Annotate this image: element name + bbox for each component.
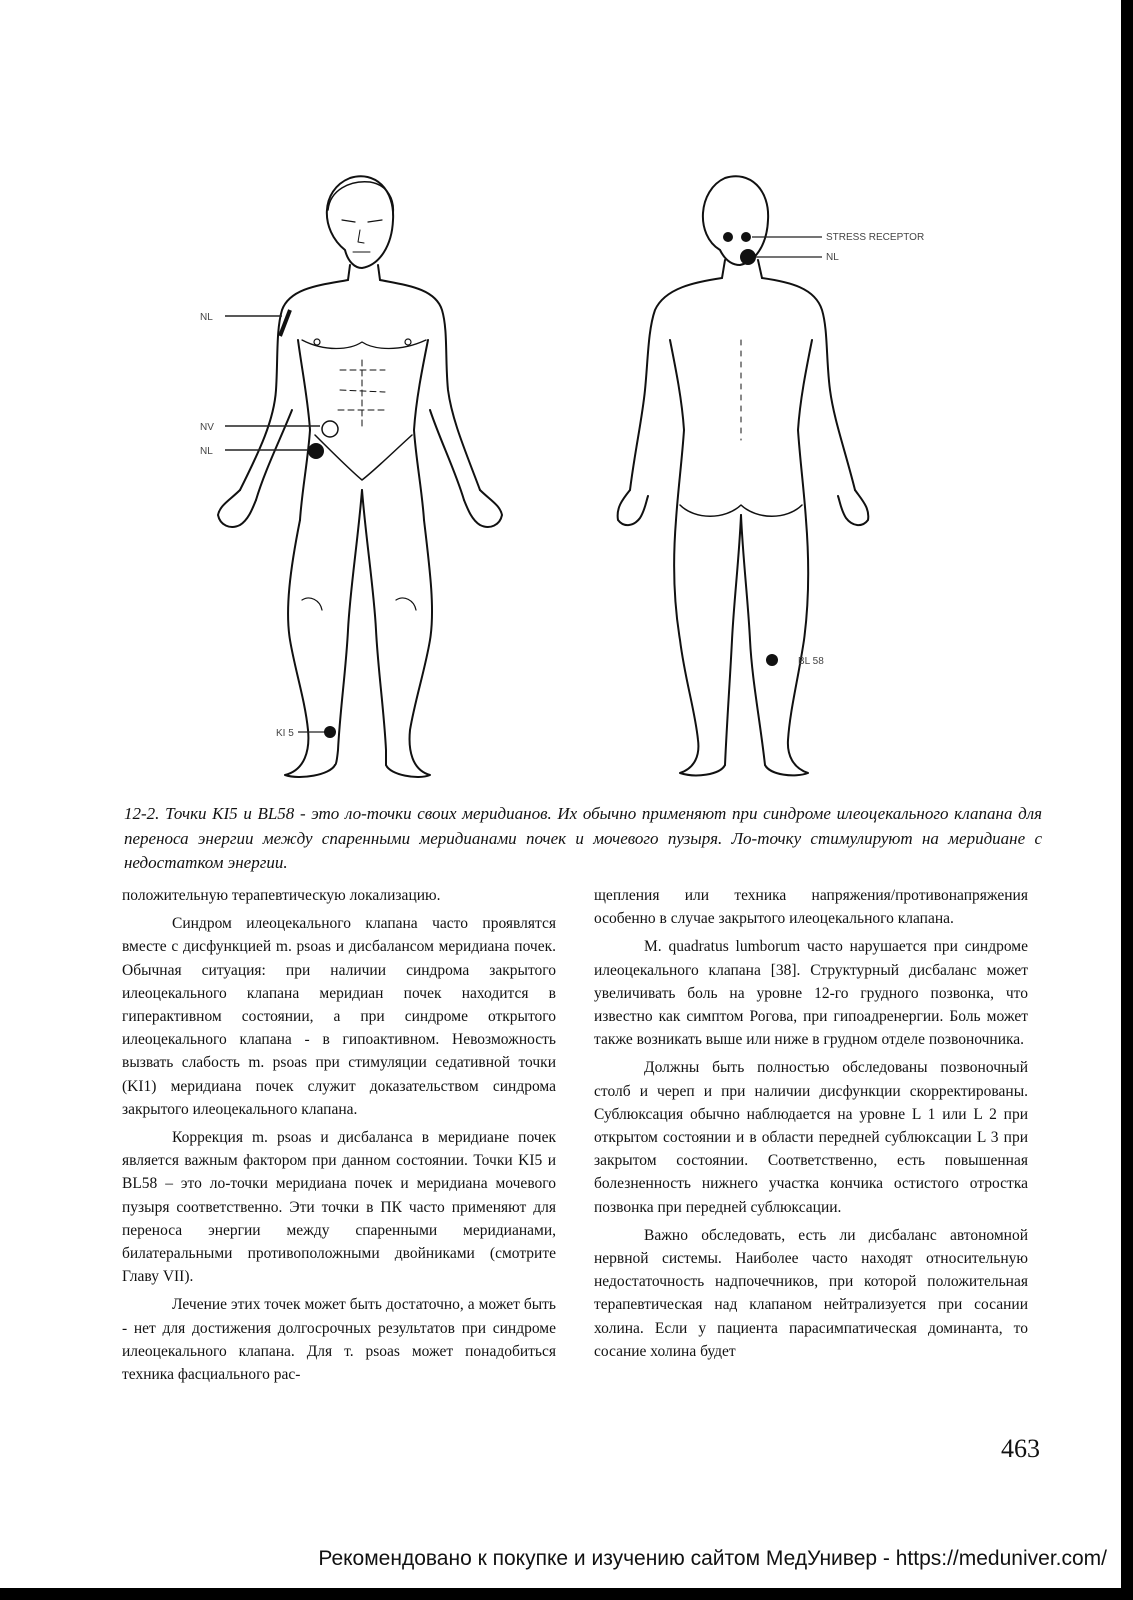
caption-text: Точки KI5 и BL58 - это ло-точки своих меридианов. Их обычно применяют при синдроме илеоцекального клапана для переноса энергии между спаренными меридианами почек и мочевого пузыря. Ло-точку стимулируют на меридиане с недостатком энергии. [124,804,1043,872]
label-nl-neck: NL [826,252,839,263]
anatomy-figure [190,170,990,810]
page-bottom-bar [0,1588,1133,1600]
footer-note: Рекомендовано к покупке и изучению сайтом МедУнивер - https://meduniver.com/ [318,1547,1107,1570]
front-body-figure [218,176,502,777]
right-text-column [594,884,1028,1363]
paragraph: щепления или техника напряжения/противонапряжения особенно в случае закрытого илеоцекального клапана. [594,887,1028,928]
label-bl58: BL 58 [798,656,824,667]
page-number: 463 [1001,1434,1040,1463]
paragraph: Коррекция m. psoas и дисбаланса в меридиане почек является важным фактором при данном состоянии. Точки KI5 и BL58 – это ло-точки меридиана почек и меридиана мочевого пузыря соответственно. Эти точки в ПК часто применяют для переноса энергии между спаренными меридианами, билатеральными противоположными двойниками (смотрите Главу VII). [122,1129,556,1286]
paragraph: положительную терапевтическую локализацию. [122,887,441,904]
figure-caption [124,802,1042,876]
left-text-column [122,884,556,1386]
paragraph: Синдром илеоцекального клапана часто проявлятся вместе с дисфункцией m. psoas и дисбалансом меридиана почек. Обычная ситуация: при наличии синдрома закрытого илеоцекального клапана меридиан почек находится в гиперактивном состоянии, а при синдроме открытого илеоцекального клапана - в гипоактивном. Невозможность вызвать слабость m. psoas при стимуляции седативной точки (KI1) меридиана почек служит доказательством синдрома закрытого илеоцекального клапана. [122,915,556,1118]
label-nl-abdomen: NL [200,446,213,457]
label-nv: NV [200,422,214,433]
paragraph: Лечение этих точек может быть достаточно, а может быть - нет для достижения долгосрочных результатов при синдроме илеоцекального клапана. Для т. psoas может понадобиться техника фасциального рас- [122,1296,556,1384]
label-nl-arm: NL [200,312,213,323]
label-ki5: KI 5 [276,728,294,739]
page-edge-bar [1121,0,1133,1600]
label-stress-receptor: STRESS RECEPTOR [826,232,925,243]
paragraph: Должны быть полностью обследованы позвоночный столб и череп и при наличии дисфункции скорректированы. Сублюксация обычно наблюдается на уровне L 1 или L 2 при открытом состоянии и в области передней сублюксации L 3 при закрытом состоянии. Соответственно, есть повышенная болезненность нижнего участка кончика остистого отростка позвонка при передней сублюксации. [594,1059,1028,1216]
caption-number: 12-2. [124,804,160,823]
paragraph: M. quadratus lumborum часто нарушается при синдроме илеоцекального клапана [38]. Структурный дисбаланс может увеличивать боль на уровне 12-го грудного позвонка, что известно как симптом Рогова, при гипоадренергии. Боль может также возникать выше или ниже в грудном отделе позвоночника. [594,938,1028,1049]
paragraph: Важно обследовать, есть ли дисбаланс автономной нервной системы. Наиболее часто находят относительную недостаточность надпочечников, при которой положительная терапевтическая над клапаном нейтрализуется при сосании холина. Если у пациента парасимпатическая доминанта, то сосание холина будет [594,1226,1028,1360]
back-body-figure [618,176,869,775]
